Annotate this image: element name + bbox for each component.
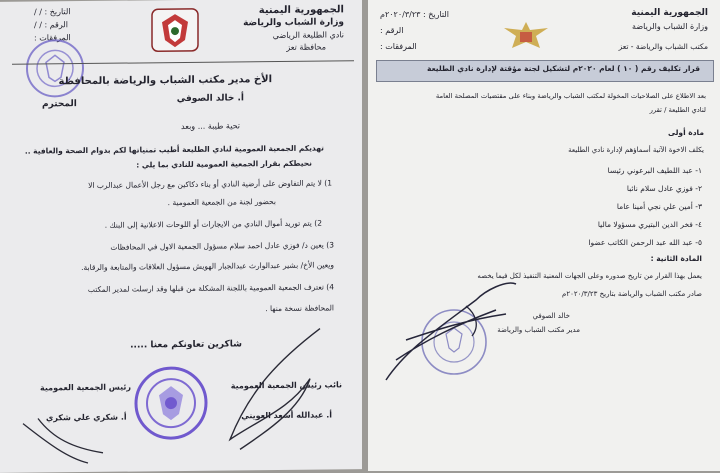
left-sign-right-name: أ. عبدالله أسعد العويني [241,410,332,421]
yemen-eagle-emblem-icon [496,18,556,54]
left-item-2: 2) يتم توريد أموال النادي من الايجارات أو اللوحات الاعلانية إلى البنك . [104,218,322,230]
member-item-2: ٢- فوزي عادل سلام نائبا [626,184,702,193]
right-article-2: المادة الثانية : [650,254,702,263]
right-date-field: التاريخ : ٢٠٢٠/٣/٢٣م [380,10,449,19]
left-item-1: 1) لا يتم التفاوض على أرضية النادي أو بناء دكاكين مع رجل الأعمال عبدالرب الا [88,178,332,190]
right-attachments-field: المرفقات : [380,42,417,51]
left-header-line-1: الجمهورية اليمنية [258,4,344,17]
member-item-1: ١- عبد اللطيف البرعوني رئيسا [607,166,702,175]
right-document-page [368,0,720,471]
left-item-4-cont: المحافظة نسخة منها . [265,303,334,314]
left-sign-right-title: نائب رئيس الجمعية العمومية [230,380,342,391]
left-item-3-cont: ويعين الأخ/ بشير عبدالوارث عبدالجبار الهويش مسؤول العلاقات والمتابعة والرقابة. [81,260,334,273]
right-assign-intro: يكلف الاخوة الآتية أسماؤهم لإدارة نادي الطليعة [568,146,704,154]
left-bottom-stamp-icon [132,364,210,443]
right-closing-line-2: صادر مكتب الشباب والرياضة بتاريخ ٢٠٢٠/٣/٢٣م [562,290,702,298]
left-number-field: الرقم : / / [34,20,68,30]
left-sign-left-name: أ. شكري علي شكري [46,412,127,423]
left-lower-signature-icon [18,413,108,469]
member-item-4: ٤- فخر الدين البتيري مسؤولا ماليا [597,220,702,229]
left-header-line-4: محافظة تعز [286,42,326,52]
right-closing-line-1: يعمل بهذا القرار من تاريخ صدوره وعلى الجهات المعنية التنفيذ لكل فيما يخصه [477,272,702,280]
member-item-5: ٥- عبد الله عبد الرحمن الكاتب عضوا [588,238,702,247]
right-article-1: مادة أولى [668,128,704,137]
left-attachments-field: المرفقات : [34,33,71,43]
right-preamble-line-1: بعد الاطلاع على الصلاحيات المخولة لمكتب الشباب والرياضة وبناء على مقتضيات المصلحة العامة [435,92,706,100]
right-header-line-2: وزارة الشباب والرياضة [632,22,708,31]
member-item-3: ٣- أمين علي نجي أمينا عاما [616,202,702,211]
right-header-line-1: الجمهورية اليمنية [631,8,708,18]
left-top-stamp-icon [24,37,86,100]
right-preamble-line-2: لنادي الطليعة / تقرر [649,106,706,114]
left-date-field: التاريخ : / / [34,7,71,17]
left-signature-icon [210,318,330,459]
right-header-line-3: مكتب الشباب والرياضة - تعز [618,42,708,51]
left-header-line-3: نادي الطليعة الرياضي [272,30,344,41]
left-sign-left-title: رئيس الجمعية العمومية [40,382,131,393]
left-thanks: شاكرين تعاونكم معنا ..... [130,339,242,351]
left-greeting: تحية طيبة ... وبعد [181,121,240,131]
left-item-4: 4) تعترف الجمعية العمومية باللجنة المشكلة من قبلها وقد ارسلت لمدير المكتب [87,282,334,294]
left-intro-line-1: تهديكم الجمعية العمومية لنادي الطليعة أطيب تمنياتها لكم بدوام الصحة والعافية .. [24,143,324,156]
left-intro-line-2: نحيطكم بقرار الجمعية العمومية للنادي بما يلي : [136,158,312,170]
left-recipient-name: أ. خالد الصوفي [176,93,244,105]
right-signature-icon [376,270,526,390]
left-honorific: المحترم [42,99,77,110]
left-item-1-cont: بحضور لجنة من الجمعية العمومية . [167,197,276,208]
left-recipient: الأخ مدير مكتب الشباب والرياضة بالمحافظة [58,74,272,88]
left-item-3: 3) يعين د/ فوزي عادل احمد سلام مسؤول الجمعية الاول في المحافظات [110,240,334,252]
club-logo-icon [148,6,202,55]
right-signer-title: مدير مكتب الشباب والرياضة [497,326,580,334]
decision-title: قرار تكليف رقم ( ١٠ ) لعام ٢٠٢٠م لتشكيل لجنة مؤقتة لإدارة نادي الطليعة [427,64,700,73]
left-header-line-2: وزارة الشباب والرياضة [243,17,344,29]
right-signer-name: خالد الصوفي [532,312,570,320]
right-number-field: الرقم : [380,26,404,35]
